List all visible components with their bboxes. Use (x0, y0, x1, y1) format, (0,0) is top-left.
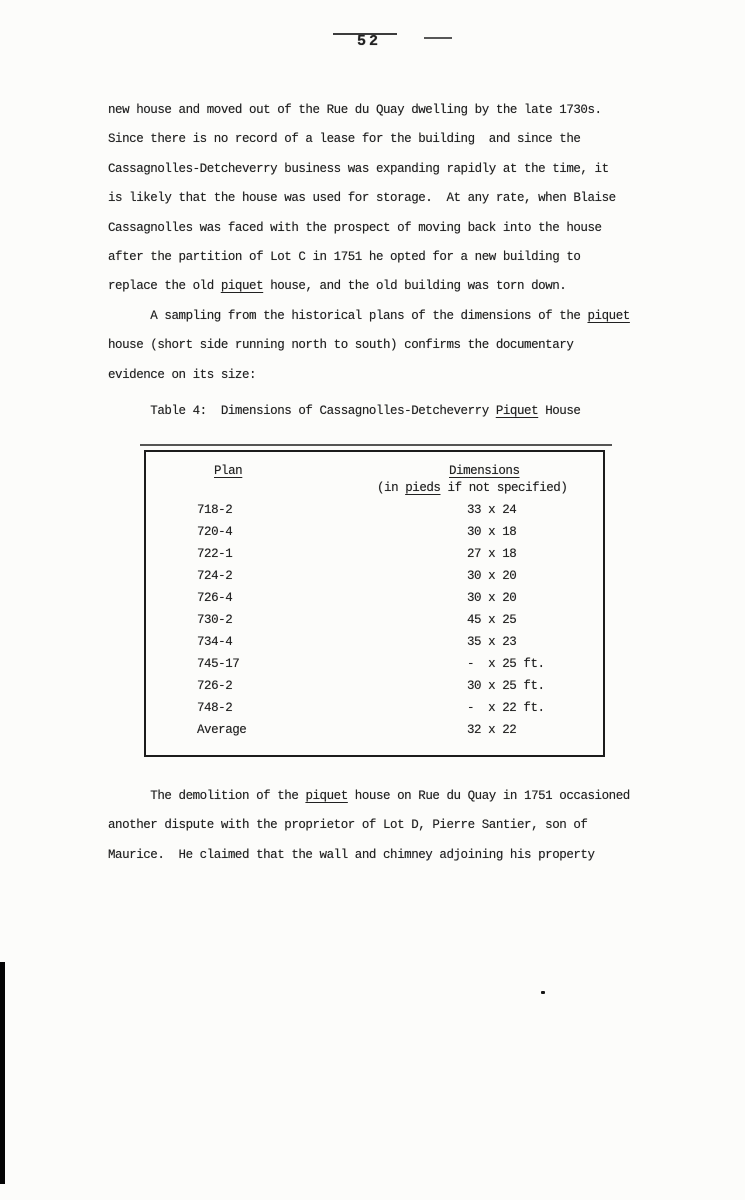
text-segment: house (short side running north to south) confirms the documentary (108, 338, 574, 353)
table-cell-dimensions: 27 x 18 (467, 547, 517, 561)
table-cell-plan: 718-2 (197, 503, 233, 517)
text-line (108, 841, 630, 870)
text-segment: House (538, 404, 581, 418)
text-line (108, 243, 630, 272)
dimensions-table (144, 450, 605, 757)
table-row (197, 543, 545, 565)
scan-ink-bar-artifact (0, 962, 5, 1184)
table-caption (108, 404, 580, 418)
table-cell-plan: 730-2 (197, 613, 233, 627)
text-segment: replace the old (108, 279, 221, 294)
text-line (108, 331, 630, 360)
text-segment: house, and the old building was torn down. (263, 279, 567, 294)
table-cell-plan: Average (197, 723, 247, 737)
table-cell-plan: 734-4 (197, 635, 233, 649)
table-row (197, 499, 545, 521)
table-cell-dimensions: 45 x 25 (467, 613, 517, 627)
table-cell-dimensions: 30 x 20 (467, 591, 517, 605)
table-row (197, 675, 545, 697)
text-line (108, 361, 630, 390)
table-header-note (377, 481, 567, 495)
text-line (108, 811, 630, 840)
text-segment: after the partition of Lot C in 1751 he opted for a new building to (108, 250, 581, 265)
paragraph-bottom (108, 782, 630, 870)
table-cell-dimensions: - x 22 ft. (467, 701, 545, 715)
table-cell-dimensions: - x 25 ft. (467, 657, 545, 671)
text-segment: is likely that the house was used for storage. At any rate, when Blaise (108, 191, 616, 206)
table-cell-plan: 726-2 (197, 679, 233, 693)
table-cell-plan: 722-1 (197, 547, 233, 561)
table-row (197, 631, 545, 653)
table-cell-dimensions: 33 x 24 (467, 503, 517, 517)
underlined-word: Piquet (495, 404, 539, 418)
table-cell-dimensions: 30 x 20 (467, 569, 517, 583)
table-row (197, 609, 545, 631)
text-line (108, 125, 630, 154)
table-header-dimensions: Dimensions (449, 464, 520, 478)
text-segment: new house and moved out of the Rue du Quay dwelling by the late 1730s. (108, 103, 602, 117)
paragraph-top (108, 96, 630, 390)
table-top-rule-artifact (140, 444, 612, 446)
underlined-word: piquet (305, 789, 348, 803)
text-segment: Cassagnolles was faced with the prospect of moving back into the house (108, 220, 602, 235)
text-line (108, 302, 630, 331)
table-cell-plan: 724-2 (197, 569, 233, 583)
table-cell-dimensions: 35 x 23 (467, 635, 517, 649)
table-cell-plan: 745-17 (197, 657, 240, 671)
table-cell-dimensions: 30 x 25 ft. (467, 679, 545, 693)
table-cell-plan: 726-4 (197, 591, 233, 605)
table-row (197, 587, 545, 609)
table-rows (197, 499, 545, 741)
text-segment: The demolition of the (108, 789, 306, 803)
table-row (197, 697, 545, 719)
text-segment: A sampling from the historical plans of the dimensions of the (108, 308, 588, 323)
text-segment: Since there is no record of a lease for the building and since the (108, 132, 581, 147)
text-segment: Cassagnolles-Detcheverry business was expanding rapidly at the time, it (108, 161, 609, 176)
text-segment: Maurice. He claimed that the wall and chimney adjoining his property (108, 847, 595, 862)
underlined-word: pieds (405, 481, 441, 495)
text-segment: Table 4: Dimensions of Cassagnolles-Detcheverry (108, 404, 496, 418)
table-cell-plan: 720-4 (197, 525, 233, 539)
text-line (108, 214, 630, 243)
page-number-overline-right (424, 37, 452, 39)
table-cell-dimensions: 30 x 18 (467, 525, 517, 539)
table-row (197, 719, 545, 741)
text-line (108, 782, 630, 811)
table-cell-dimensions: 32 x 22 (467, 723, 517, 737)
text-line (108, 272, 630, 301)
text-segment: house on Rue du Quay in 1751 occasioned (347, 789, 630, 803)
table-cell-plan: 748-2 (197, 701, 233, 715)
table-row (197, 521, 545, 543)
text-line (108, 155, 630, 184)
text-segment: another dispute with the proprietor of Lot D, Pierre Santier, son of (108, 818, 588, 833)
text-line (108, 96, 630, 125)
table-header-plan: Plan (214, 464, 243, 478)
page-number: 52 (357, 33, 382, 50)
table-row (197, 565, 545, 587)
underlined-word: piquet (220, 279, 264, 294)
text-segment: if not specified) (440, 481, 568, 495)
text-segment: evidence on its size: (108, 367, 257, 382)
scan-ink-dot-artifact (541, 991, 545, 994)
underlined-word: piquet (587, 308, 630, 323)
table-row (197, 653, 545, 675)
text-segment: (in (377, 481, 406, 495)
text-line (108, 184, 630, 213)
